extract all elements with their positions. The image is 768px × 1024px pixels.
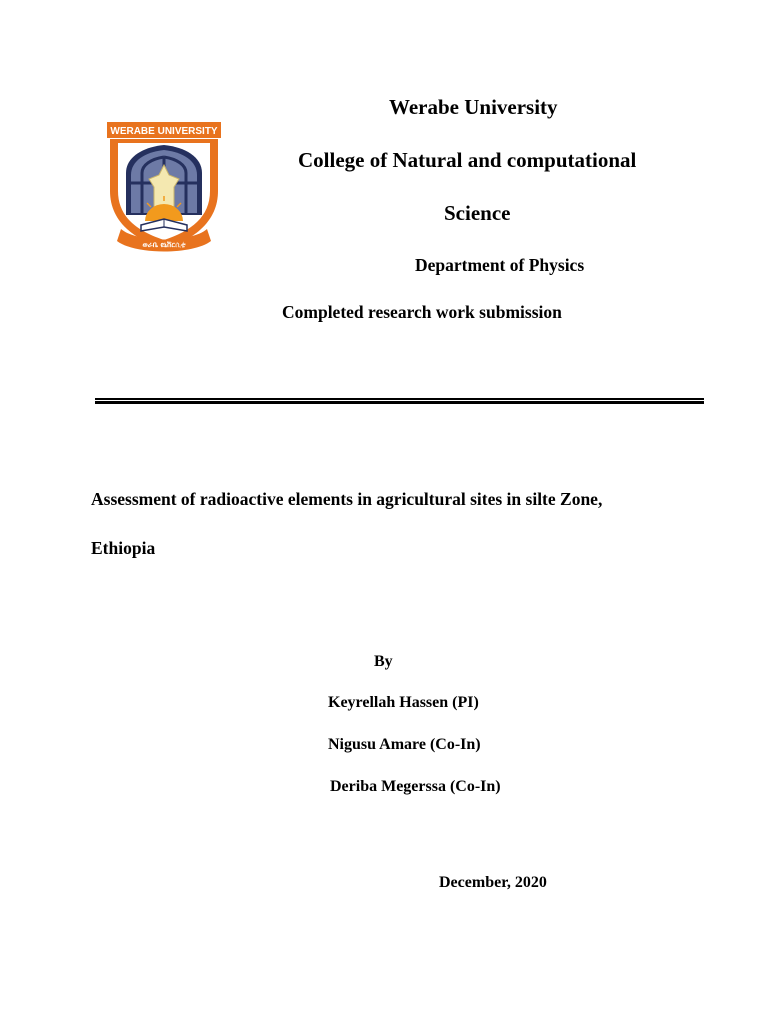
- author-item: Keyrellah Hassen (PI): [328, 694, 479, 711]
- logo-ribbon-text: ወራቤ ዩኒቨርሲቲ: [142, 241, 186, 249]
- research-title-line1: Assessment of radioactive elements in agricultural sites in silte Zone,: [91, 489, 603, 509]
- author-item: Nigusu Amare (Co-In): [328, 736, 481, 753]
- by-label: By: [374, 653, 393, 670]
- college-name-line2: Science: [444, 201, 511, 225]
- submission-date: December, 2020: [439, 874, 547, 891]
- logo-banner-text: WERABE UNIVERSITY: [110, 126, 218, 137]
- divider-line-thin: [95, 398, 704, 400]
- university-name: Werabe University: [389, 95, 558, 119]
- divider-line-thick: [95, 401, 704, 404]
- department-name: Department of Physics: [415, 255, 585, 275]
- research-title-line2: Ethiopia: [91, 538, 156, 558]
- submission-heading: Completed research work submission: [282, 302, 562, 322]
- university-logo: [107, 121, 221, 257]
- college-name-line1: College of Natural and computational: [298, 148, 637, 172]
- author-item: Deriba Megerssa (Co-In): [330, 778, 501, 795]
